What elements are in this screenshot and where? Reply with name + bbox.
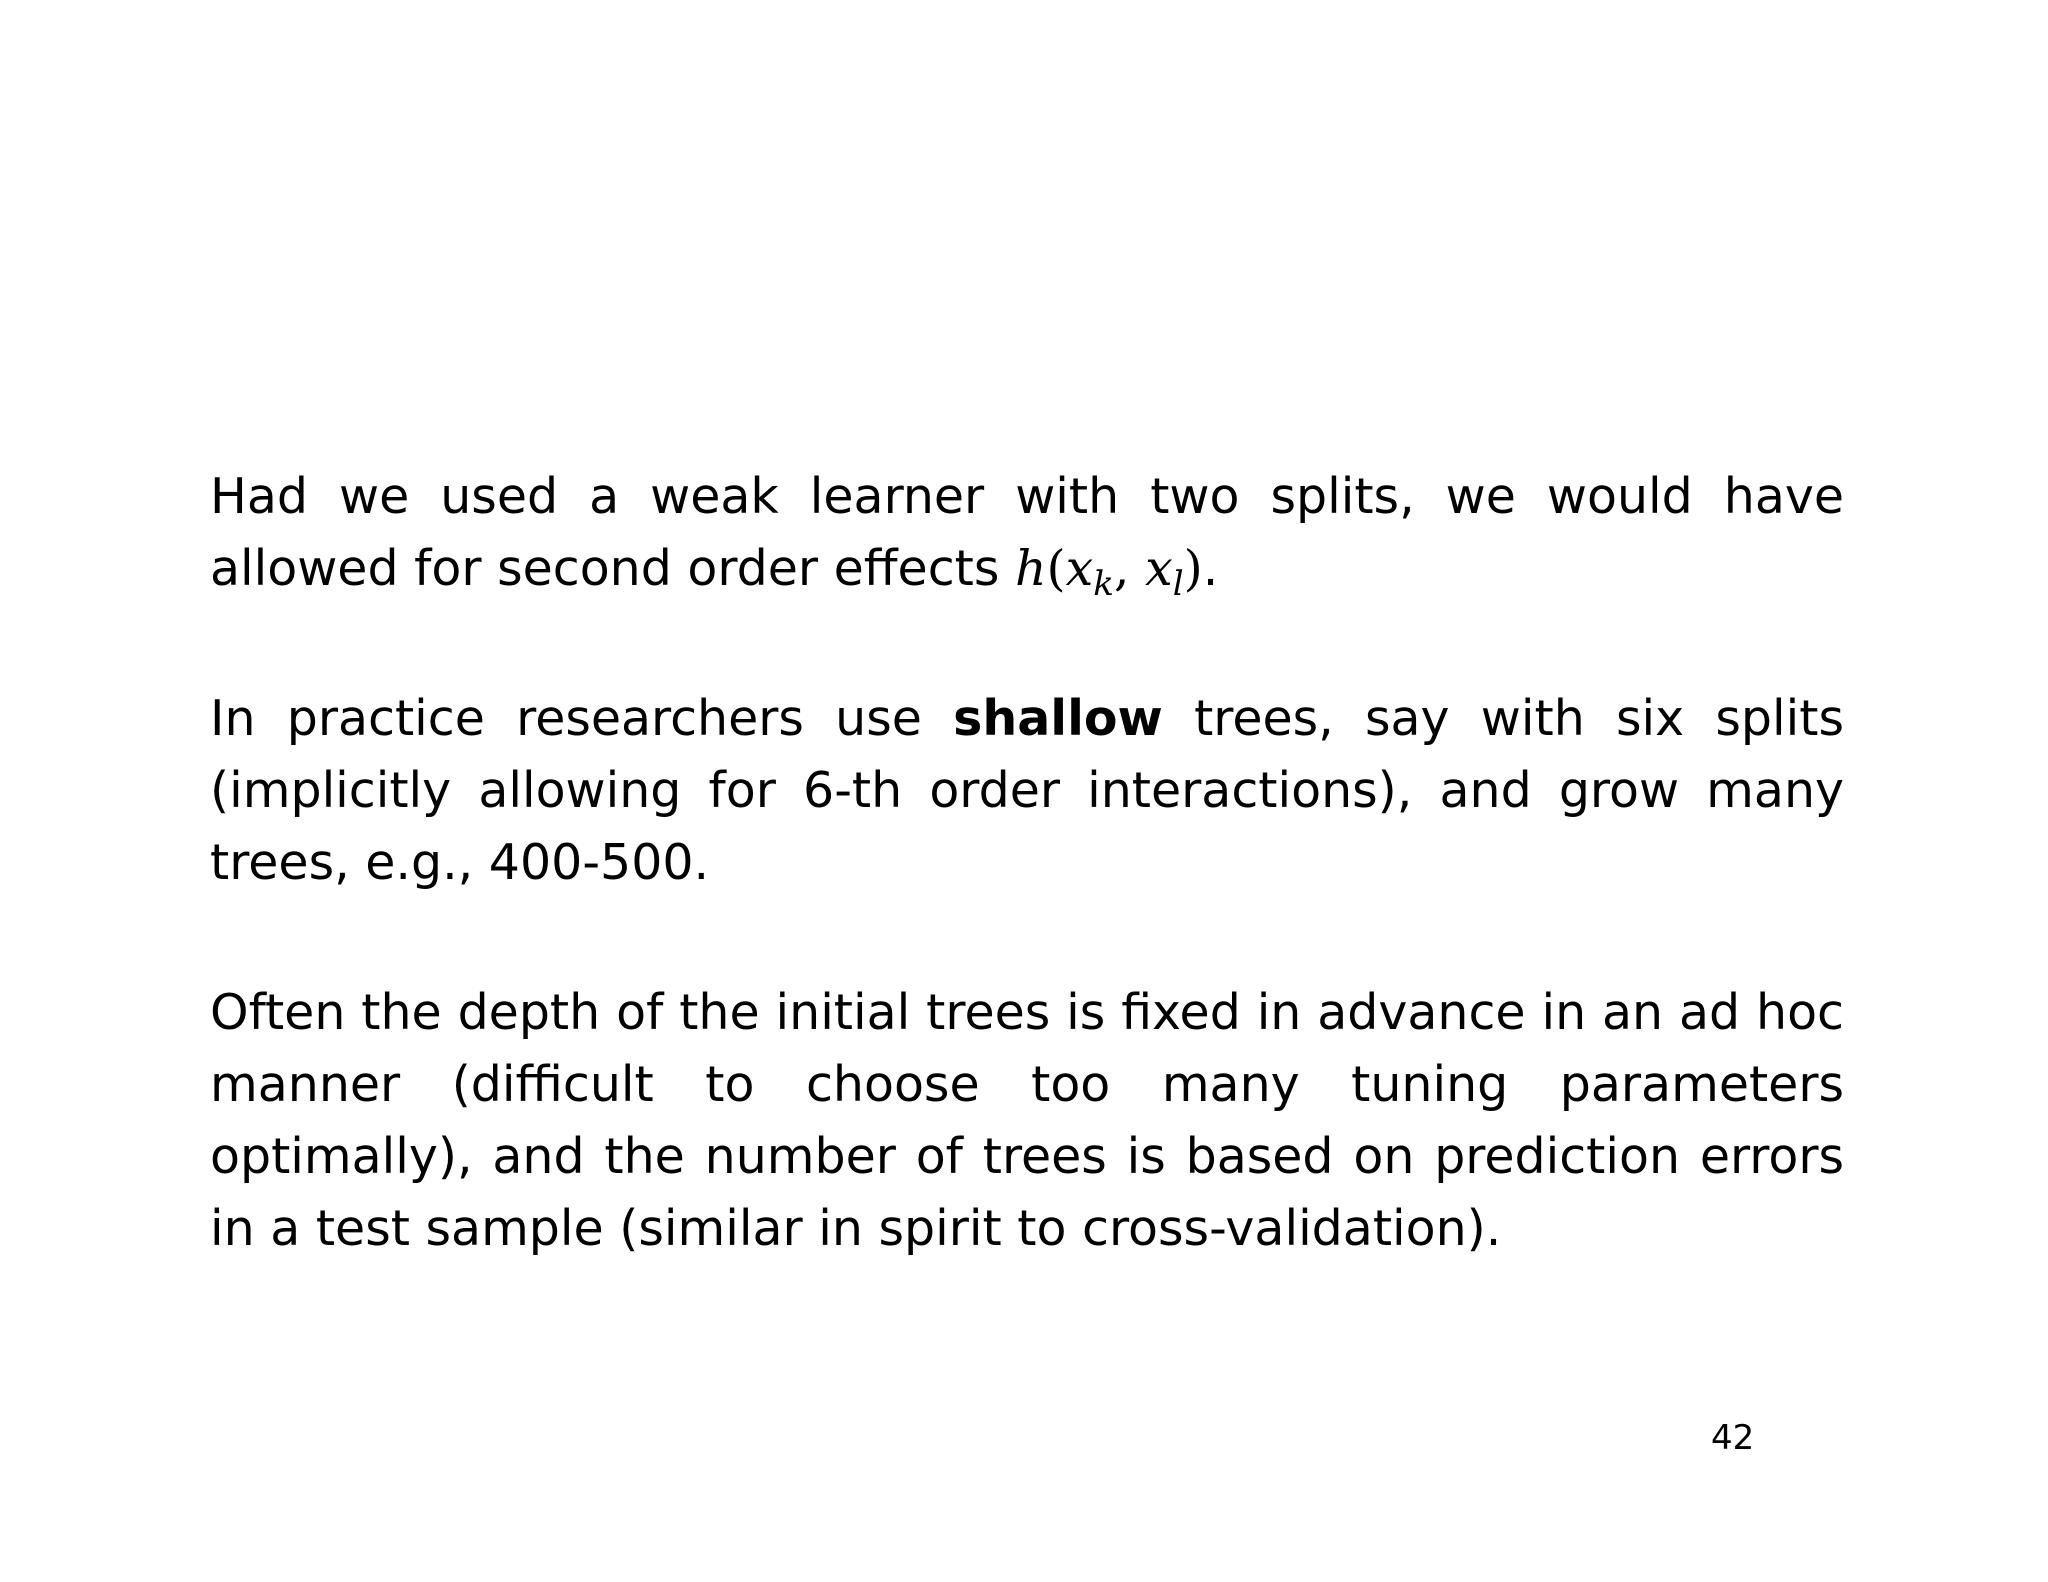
math-subscript-k: k [1093, 564, 1114, 604]
math-func: h [1014, 540, 1047, 597]
math-expression-h-xk-xl [1014, 540, 1203, 604]
paragraph-tree-depth [210, 977, 1844, 1265]
paragraph-shallow-trees [210, 683, 1844, 899]
math-var-x: x [1145, 540, 1173, 597]
math-comma: , [1113, 540, 1130, 597]
paragraph-shallow-trees-before: In practice researchers use [210, 690, 922, 747]
paragraph-weak-learner-text: Had we used a weak learner with two splits, we would have allowed for second order effects [210, 468, 1844, 597]
page-number: 42 [1711, 1418, 1755, 1458]
paragraph-shallow-trees-after: trees, say with six splits (implicitly allowing for 6-th order interactions), and grow many trees, e.g., 400-500. [210, 690, 1844, 891]
math-close-paren: ) [1183, 540, 1203, 597]
math-subscript-l: l [1172, 564, 1184, 604]
paragraph-weak-learner [210, 461, 1844, 605]
paragraph-tree-depth-text: Often the depth of the initial trees is fixed in advance in an ad hoc manner (difficult to choose too many tuning parameters optimally), and the number of trees is based on prediction errors in a test sample (similar in spirit to cross-validation). [210, 984, 1844, 1257]
math-open-paren: ( [1046, 540, 1066, 597]
math-var-x: x [1065, 540, 1094, 597]
emphasis-shallow: shallow [953, 690, 1163, 747]
sentence-end: . [1202, 540, 1219, 597]
